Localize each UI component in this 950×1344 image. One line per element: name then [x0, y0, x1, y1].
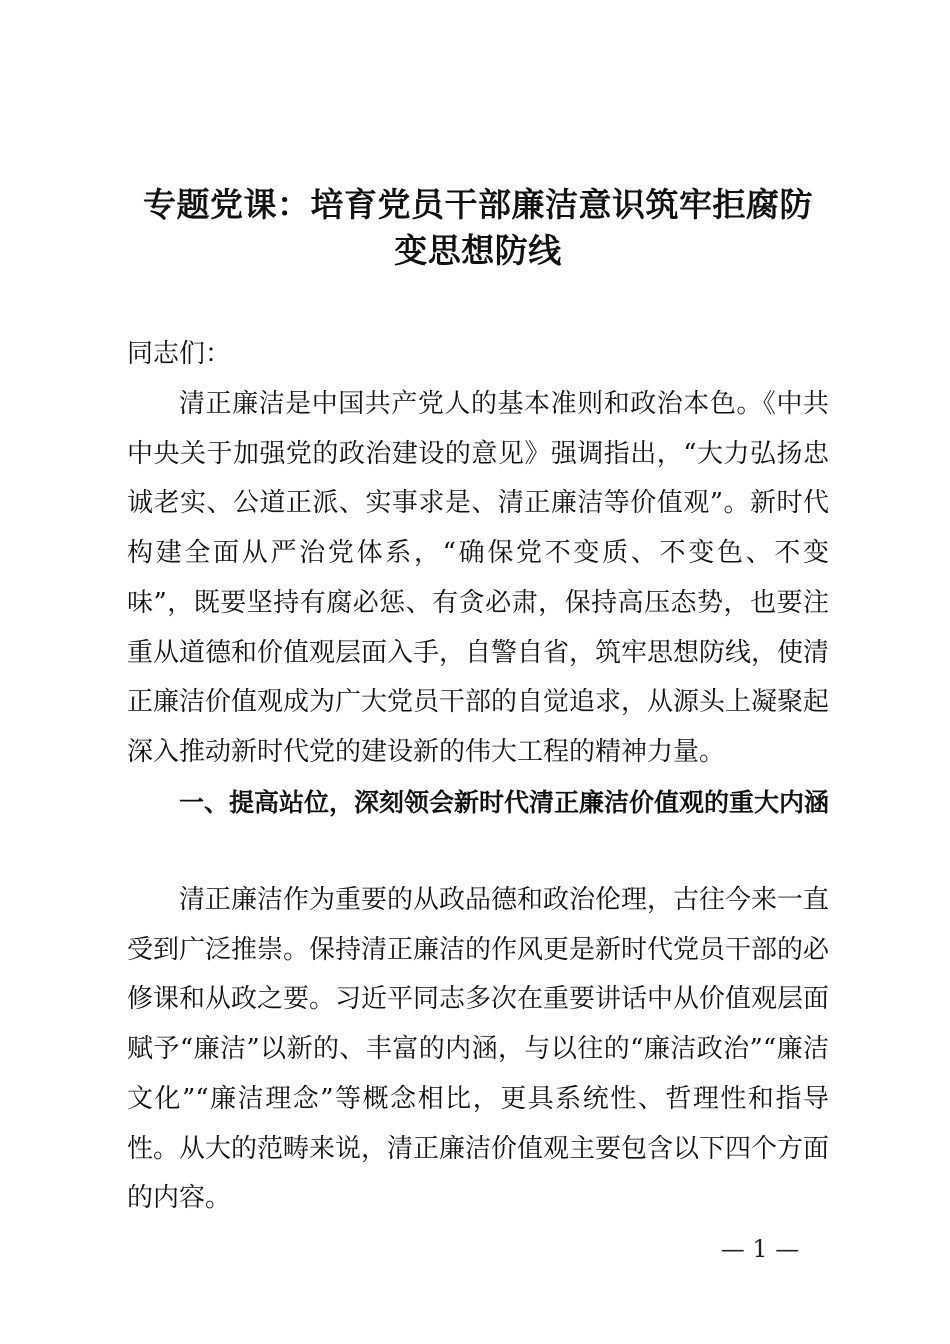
document-title: 专题党课：培育党员干部廉洁意识筑牢拒腐防变思想防线 [143, 185, 813, 270]
salutation: 同志们： [127, 339, 232, 369]
paragraph-section-1: 清正廉洁作为重要的从政品德和政治伦理，古往今来一直受到广泛推崇。保持清正廉洁的作风更是新时代党员干部的必修课和从政之要。习近平同志多次在重要讲话中从价值观层面赋予“廉洁”以新的、丰富的内涵，与以往的“廉洁政治”“廉洁文化”“廉洁理念”等概念相比，更具系统性、哲理性和指导性。从大的范畴来说，清正廉洁价值观主要包含以下四个方面的内容。 [127, 885, 830, 1214]
page-number: — 1 — [720, 1235, 800, 1263]
paragraph-intro: 清正廉洁是中国共产党人的基本准则和政治本色。《中共中央关于加强党的政治建设的意见》强调指出，“大力弘扬忠诚老实、公道正派、实事求是、清正廉洁等价值观”。新时代构建全面从严治党体系，“确保党不变质、不变色、不变味”，既要坚持有腐必惩、有贪必肃，保持高压态势，也要注重从道德和价值观层面入手，自警自省，筑牢思想防线，使清正廉洁价值观成为广大党员干部的自觉追求，从源头上凝聚起深入推动新时代党的建设新的伟大工程的精神力量。 [127, 389, 830, 767]
section-heading-1: 一、提高站位，深刻领会新时代清正廉洁价值观的重大内涵 [179, 788, 830, 817]
